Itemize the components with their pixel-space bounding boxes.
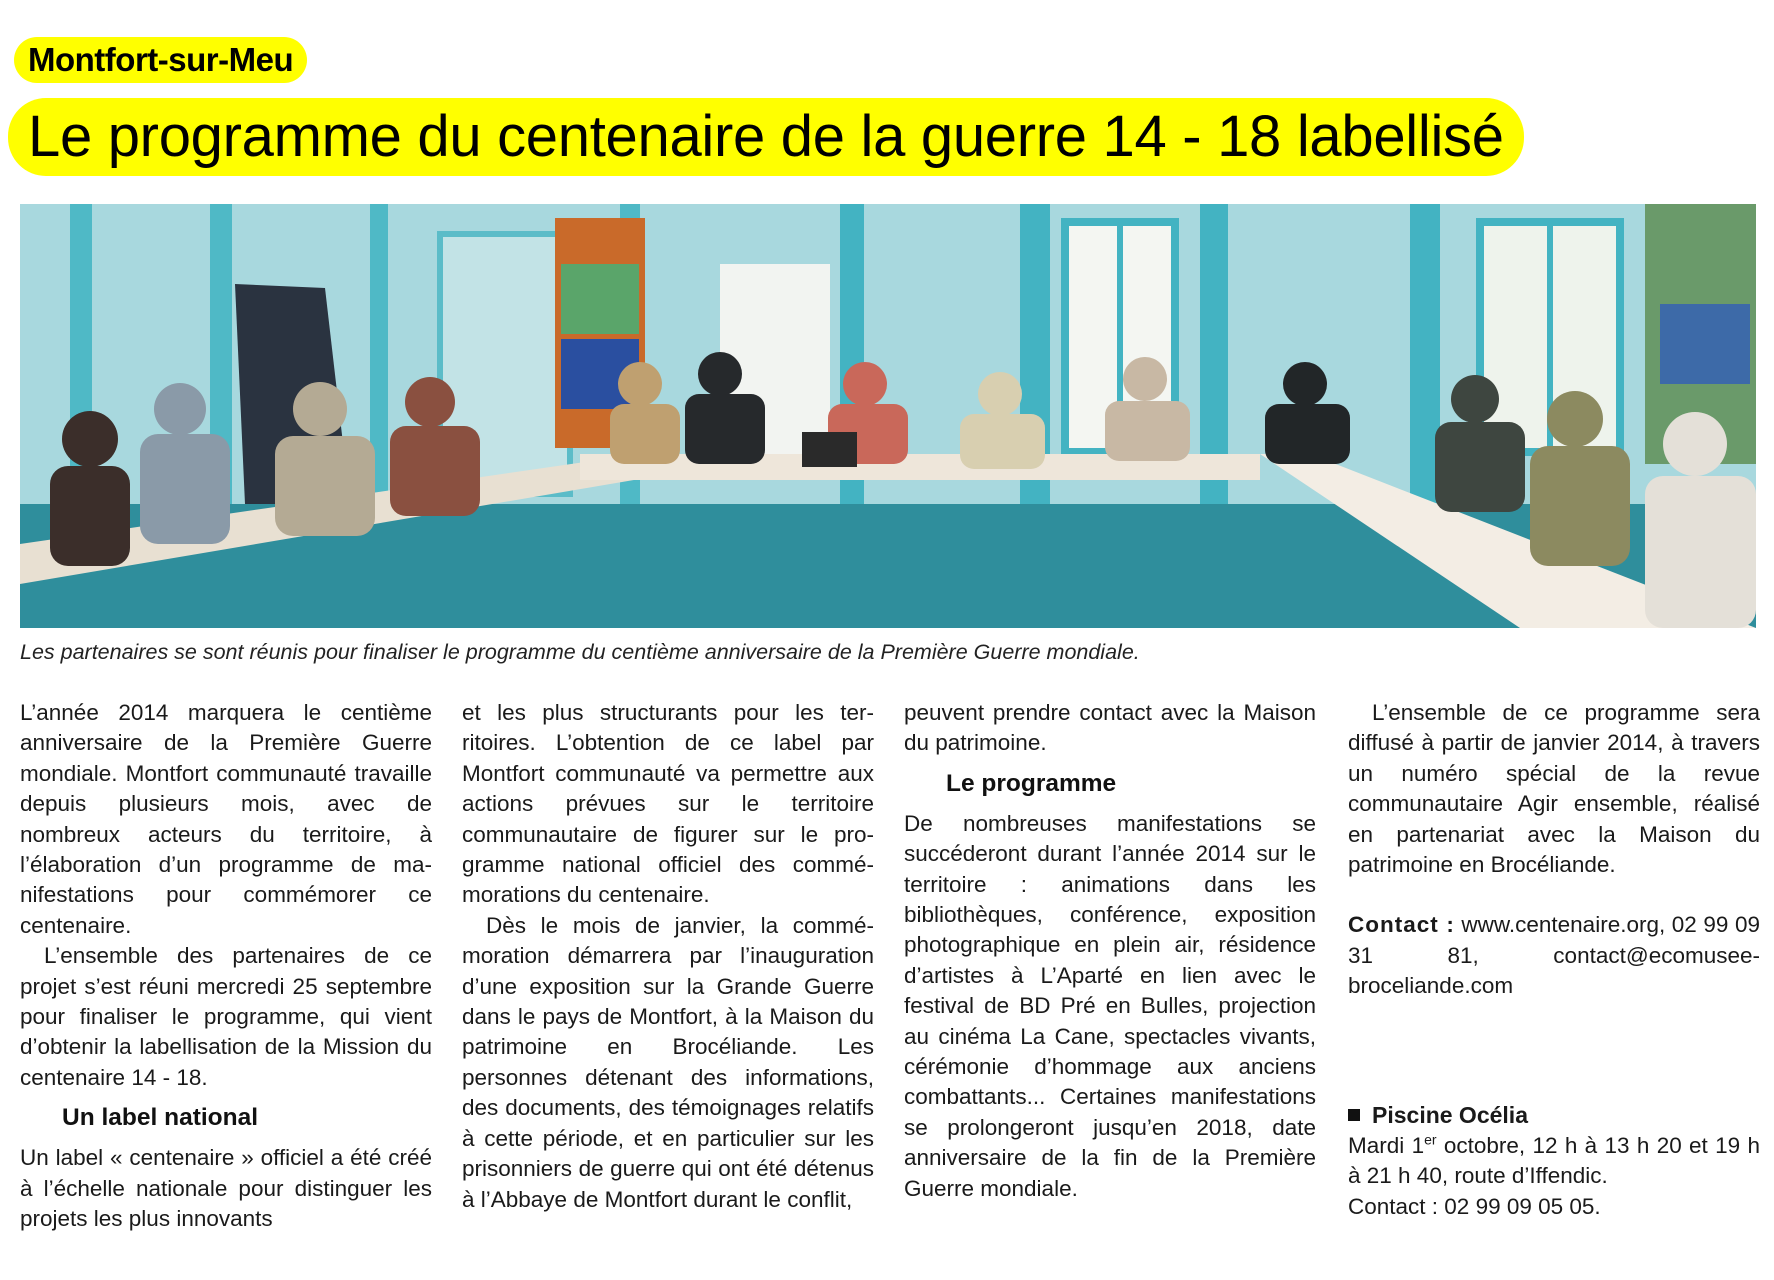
- paragraph: peuvent prendre contact avec la Maison du patrimoine.: [904, 700, 1316, 756]
- paragraph: L’ensemble de ce programme sera diffusé à partir de janvier 2014, à travers un numéro spécial de la revue communautaire Agir ensemble, réalisé en partenariat avec la Maison du patrimoine en Brocéliande.: [1348, 700, 1760, 878]
- paragraph: L’ensemble des partenaires de ce projet s’est réuni mercredi 25 septembre pour finaliser le programme, qui vient d’obtenir la labellisation de la Mission du centenaire 14 - 18.: [20, 943, 432, 1090]
- paragraph: Un label « centenaire » officiel a été créé à l’échelle nationale pour distinguer les projets les plus innovants: [20, 1145, 432, 1232]
- headline: Le programme du centenaire de la guerre 14 - 18 labellisé: [8, 98, 1524, 176]
- paragraph: De nombreuses manifestations se succéderont durant l’année 2014 sur le territoire : animations dans les bibliothèques, conférence, exposition photographique en plein air, résidence d’artistes à L’Aparté en lien avec le festival de BD Pré en Bulles, projection au cinéma La Cane, spectacles vivants, cérémonie d’hommage aux anciens combattants... Certaines manifestations se prolongeront jusqu’en 2018, date anniversaire de la fin de la Première Guerre mondiale.: [904, 810, 1316, 1201]
- brief-contact: Contact : 02 99 09 05 05.: [1348, 1193, 1601, 1219]
- brief-title: Piscine Océlia: [1372, 1101, 1528, 1128]
- brief-schedule-day: Mardi 1: [1348, 1133, 1425, 1159]
- brief-piscine: [1348, 1100, 1760, 1223]
- brief-schedule-text: octobre, 12 h à 13 h 20 et 19 h à 21 h 40, route d’Iffendic.: [1348, 1133, 1760, 1189]
- photo-caption: Les partenaires se sont réunis pour finaliser le programme du centième anniversaire de la Première Guerre mondiale.: [20, 640, 1140, 664]
- article-column-1: [20, 698, 432, 1235]
- ordinal-suffix: er: [1424, 1131, 1437, 1148]
- contact-label: Contact :: [1348, 912, 1455, 938]
- article-column-4: [1348, 698, 1760, 1222]
- article-photo: [20, 204, 1756, 628]
- brief-schedule: [1348, 1131, 1760, 1192]
- subheading-label-national: Un label national: [62, 1104, 259, 1132]
- contact-block: [1348, 910, 1760, 1001]
- article-column-3: [904, 698, 1316, 1204]
- paragraph: et les plus structurants pour les territoires. L’obtention de ce label par Montfort communauté va permettre aux actions prévues sur le territoire communautaire de figurer sur le programme national officiel des commémorations du centenaire.: [462, 700, 874, 908]
- paragraph: Dès le mois de janvier, la commémoration démarrera par l’inauguration d’une exposition sur la Grande Guerre dans le pays de Montfort, à la Maison du patrimoine en Brocéliande. Les personnes détenant des informations, des documents, des témoignages relatifs à cette période, et en particulier sur les prisonniers de guerre qui ont été détenus à l’Abbaye de Montfort durant le conflit,: [462, 912, 874, 1212]
- square-bullet-icon: [1348, 1109, 1360, 1121]
- contact-details: www.centenaire.org, 02 99 09 31 81, contact@ecomusee-broceliande.com: [1348, 912, 1760, 999]
- meeting-photo-illustration: [20, 204, 1756, 628]
- subheading-le-programme: Le programme: [946, 769, 1117, 797]
- paragraph: L’année 2014 marquera le centième anniversaire de la Première Guerre mondiale. Montfort communauté travaille depuis plusieurs mois, avec de nombreux acteurs du territoire, à l’élaboration d’un programme de manifestations pour commémorer ce centenaire.: [20, 700, 432, 938]
- section-kicker: Montfort-sur-Meu: [14, 37, 307, 83]
- article-column-2: [462, 698, 874, 1215]
